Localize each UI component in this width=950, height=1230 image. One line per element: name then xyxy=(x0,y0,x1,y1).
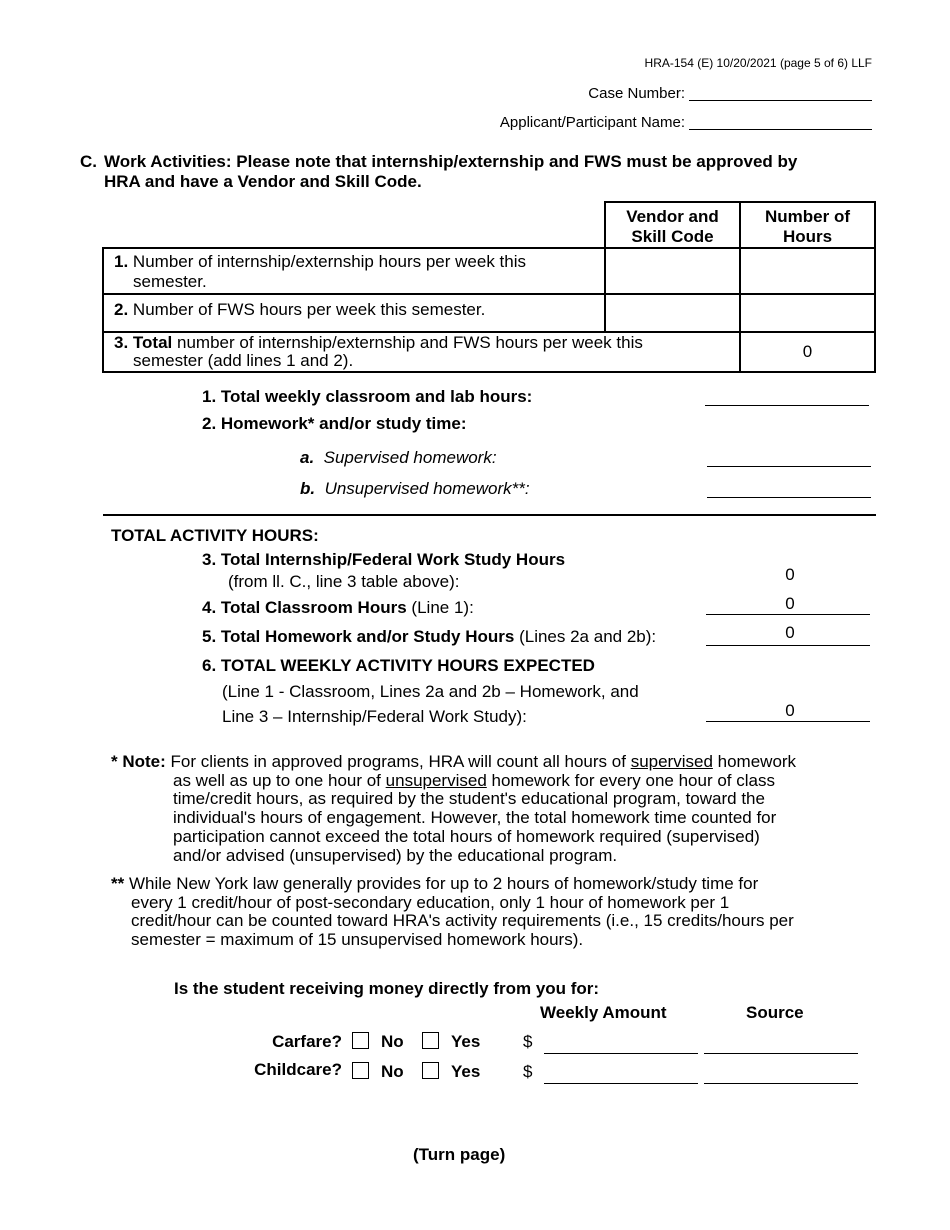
carfare-weekly-amount-field[interactable] xyxy=(544,1053,698,1054)
table-row xyxy=(103,248,875,294)
childcare-source-field[interactable] xyxy=(704,1083,858,1084)
childcare-label: Childcare? xyxy=(254,1060,342,1079)
note-supervised: * Note: For clients in approved programs, HRA will count all hours of supervised homework as well as up to one hour of unsupervised homework for every one hour of class time/credit hours, as required by the student's educational program, toward the individual's hours of engagement. However, the total homework time counted for participation cannot exceed the total hours of homework required (supervised) and/or advised (unsupervised) by the educational program. xyxy=(111,752,797,865)
line6-sublabel-2: Line 3 – Internship/Federal Work Study): xyxy=(222,707,527,726)
homework-label: 2. Homework* and/or study time: xyxy=(202,414,467,433)
line5-label: 5. Total Homework and/or Study Hours (Lines 2a and 2b): xyxy=(202,627,657,646)
classroom-hours-label: 1. Total weekly classroom and lab hours: xyxy=(202,387,533,406)
line5-value: 0 xyxy=(785,623,795,642)
line4-value: 0 xyxy=(785,594,795,613)
line3-label: 3. Total Internship/Federal Work Study Hours xyxy=(202,550,566,569)
col-number-of-hours: Number of Hours xyxy=(740,202,875,248)
row2-vendor-cell[interactable] xyxy=(605,294,740,332)
note-new-york-law: ** While New York law generally provides for up to 2 hours of homework/study time for every 1 credit/hour of post-secondary education, only 1 hour of homework per 1 credit/hour can be counted toward HRA's activity requirements (i.e., 15 credits/hours per semester = maximum of 15 unsupervised homework hours). xyxy=(111,874,794,950)
line5-field[interactable] xyxy=(706,645,870,646)
childcare-weekly-amount-field[interactable] xyxy=(544,1083,698,1084)
applicant-name-field[interactable] xyxy=(689,129,872,130)
line6-field[interactable] xyxy=(706,721,870,722)
classroom-hours-field[interactable] xyxy=(705,405,869,406)
unsupervised-homework-label: b. Unsupervised homework**: xyxy=(300,479,530,498)
form-id: HRA-154 (E) 10/20/2021 (page 5 of 6) LLF xyxy=(644,56,872,70)
row2-description: 2. Number of FWS hours per week this semester. xyxy=(103,294,605,332)
turn-page: (Turn page) xyxy=(413,1145,506,1164)
line3-value: 0 xyxy=(785,565,795,584)
section-c-letter: C. xyxy=(80,152,97,171)
total-activity-heading: TOTAL ACTIVITY HOURS: xyxy=(111,526,319,545)
row2-hours-cell[interactable] xyxy=(740,294,875,332)
childcare-no-label: No xyxy=(381,1062,404,1081)
supervised-homework-field[interactable] xyxy=(707,466,871,467)
carfare-no-checkbox[interactable] xyxy=(352,1032,369,1049)
col-vendor-skill-code: Vendor and Skill Code xyxy=(605,202,740,248)
source-header: Source xyxy=(746,1003,804,1022)
line4-label: 4. Total Classroom Hours (Line 1): xyxy=(202,598,474,617)
carfare-no-label: No xyxy=(381,1032,404,1051)
childcare-yes-checkbox[interactable] xyxy=(422,1062,439,1079)
work-activities-table xyxy=(102,201,876,373)
row1-hours-cell[interactable] xyxy=(740,248,875,294)
line6-label: 6. TOTAL WEEKLY ACTIVITY HOURS EXPECTED xyxy=(202,656,595,675)
childcare-yes-label: Yes xyxy=(451,1062,481,1081)
row1-description: 1. Number of internship/externship hours per week this semester. xyxy=(103,248,605,294)
carfare-dollar-sign: $ xyxy=(523,1032,533,1051)
carfare-label: Carfare? xyxy=(272,1032,342,1051)
unsupervised-homework-field[interactable] xyxy=(707,497,871,498)
section-c-title: Work Activities: Please note that internship/externship and FWS must be approved by HRA and have a Vendor and Skill Code. xyxy=(104,152,798,191)
table-row xyxy=(103,294,875,332)
carfare-yes-checkbox[interactable] xyxy=(422,1032,439,1049)
row1-vendor-cell[interactable] xyxy=(605,248,740,294)
supervised-homework-label: a. Supervised homework: xyxy=(300,448,497,467)
table-row xyxy=(103,332,875,372)
case-number-label: Case Number: xyxy=(588,85,685,102)
line6-value: 0 xyxy=(785,701,795,720)
applicant-name-label: Applicant/Participant Name: xyxy=(499,114,685,131)
case-number-field[interactable] xyxy=(689,100,872,101)
section-divider xyxy=(103,514,876,516)
carfare-yes-label: Yes xyxy=(451,1032,481,1051)
line6-sublabel-1: (Line 1 - Classroom, Lines 2a and 2b – Homework, and xyxy=(222,682,639,701)
weekly-amount-header: Weekly Amount xyxy=(540,1003,667,1022)
childcare-no-checkbox[interactable] xyxy=(352,1062,369,1079)
row3-description: 3. Total number of internship/externship and FWS hours per week this semester (add lines 1 and 2). xyxy=(103,332,740,372)
childcare-dollar-sign: $ xyxy=(523,1062,533,1081)
row3-hours-value: 0 xyxy=(740,332,875,372)
carfare-source-field[interactable] xyxy=(704,1053,858,1054)
line4-field[interactable] xyxy=(706,614,870,615)
line3-sublabel: (from ll. C., line 3 table above): xyxy=(228,572,460,591)
money-question: Is the student receiving money directly from you for: xyxy=(174,979,600,998)
